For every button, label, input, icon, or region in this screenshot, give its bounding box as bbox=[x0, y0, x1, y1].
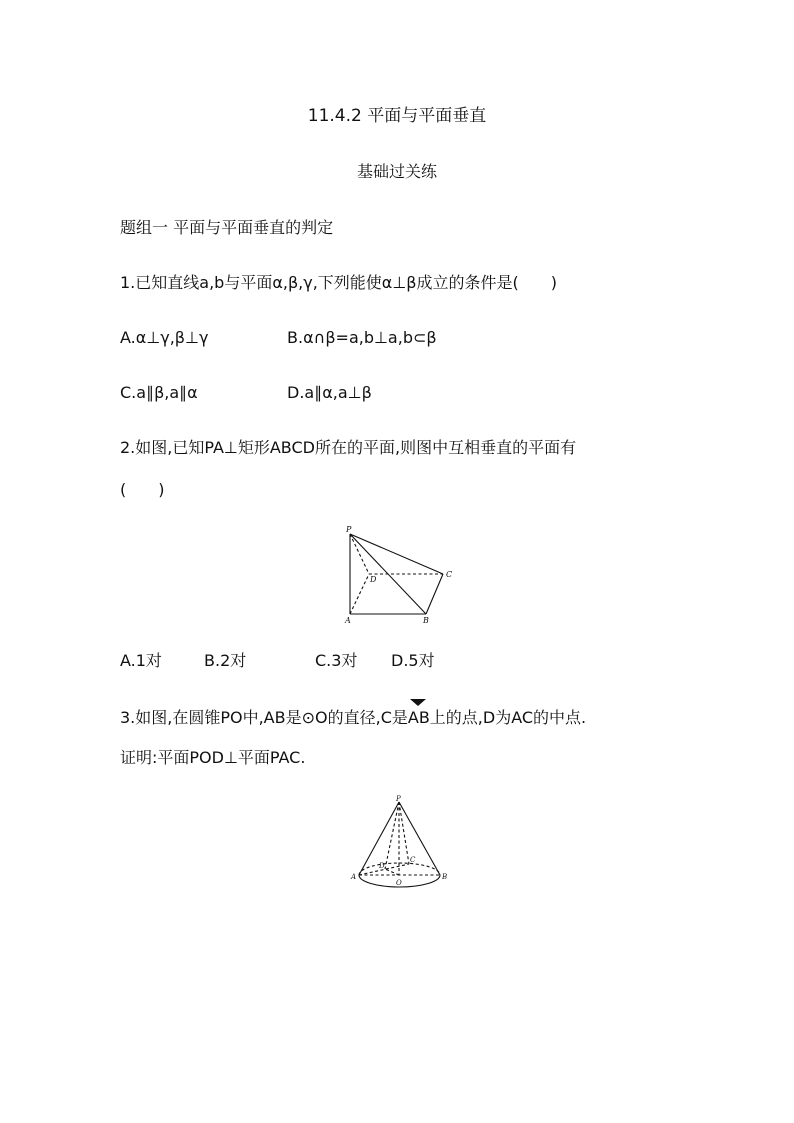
page-title: 11.4.2 平面与平面垂直 bbox=[307, 106, 487, 126]
q1-stem: 1.已知直线a,b与平面α,β,γ,下列能使α⊥β成立的条件是( ) bbox=[120, 273, 557, 292]
label-c: C bbox=[410, 856, 416, 864]
edge-pd bbox=[350, 534, 369, 574]
edge-pc bbox=[350, 534, 443, 574]
edge-pd bbox=[385, 802, 399, 869]
edge-bc bbox=[426, 574, 443, 614]
segment-od bbox=[385, 869, 399, 875]
arc-text: AB bbox=[407, 708, 430, 727]
label-d: D bbox=[379, 862, 385, 870]
q2-option-d: D.5对 bbox=[391, 651, 435, 670]
label-a: A bbox=[345, 616, 351, 625]
cone-figure bbox=[348, 794, 452, 890]
q3-proof-statement: 证明:平面POD⊥平面PAC. bbox=[120, 748, 306, 767]
label-a: A bbox=[351, 873, 357, 881]
section-heading: 题组一 平面与平面垂直的判定 bbox=[120, 218, 334, 237]
arc-marker-icon bbox=[408, 699, 428, 707]
label-p: P bbox=[346, 525, 352, 534]
pyramid-figure bbox=[340, 522, 460, 628]
edge-pb bbox=[399, 802, 440, 875]
q2-option-a: A.1对 bbox=[120, 651, 162, 670]
q2-answer-paren: ( ) bbox=[120, 480, 165, 499]
q3-stem bbox=[120, 708, 586, 728]
label-o: O bbox=[396, 879, 402, 887]
label-p: P bbox=[396, 795, 401, 803]
q3-stem-end: 上的点,D为AC的中点. bbox=[429, 708, 587, 727]
edge-ad bbox=[350, 574, 369, 614]
q1-option-a: A.α⊥γ,β⊥γ bbox=[120, 328, 209, 347]
q1-option-d: D.a∥α,a⊥β bbox=[287, 383, 372, 402]
q2-option-c: C.3对 bbox=[315, 651, 358, 670]
q2-option-b: B.2对 bbox=[204, 651, 247, 670]
label-b: B bbox=[423, 616, 429, 625]
page-subtitle: 基础过关练 bbox=[356, 162, 437, 181]
q1-option-b: B.α∩β=a,b⊥a,b⊂β bbox=[287, 328, 437, 347]
label-c: C bbox=[446, 570, 453, 579]
label-d: D bbox=[370, 575, 377, 584]
q2-stem: 2.如图,已知PA⊥矩形ABCD所在的平面,则图中互相垂直的平面有 bbox=[120, 438, 577, 457]
q3-stem-start: 3.如图,在圆锥PO中,AB是⊙O的直径,C是 bbox=[120, 708, 408, 727]
q1-option-c: C.a∥β,a∥α bbox=[120, 383, 198, 402]
arc-ab-label bbox=[408, 708, 430, 728]
label-b: B bbox=[442, 873, 448, 881]
